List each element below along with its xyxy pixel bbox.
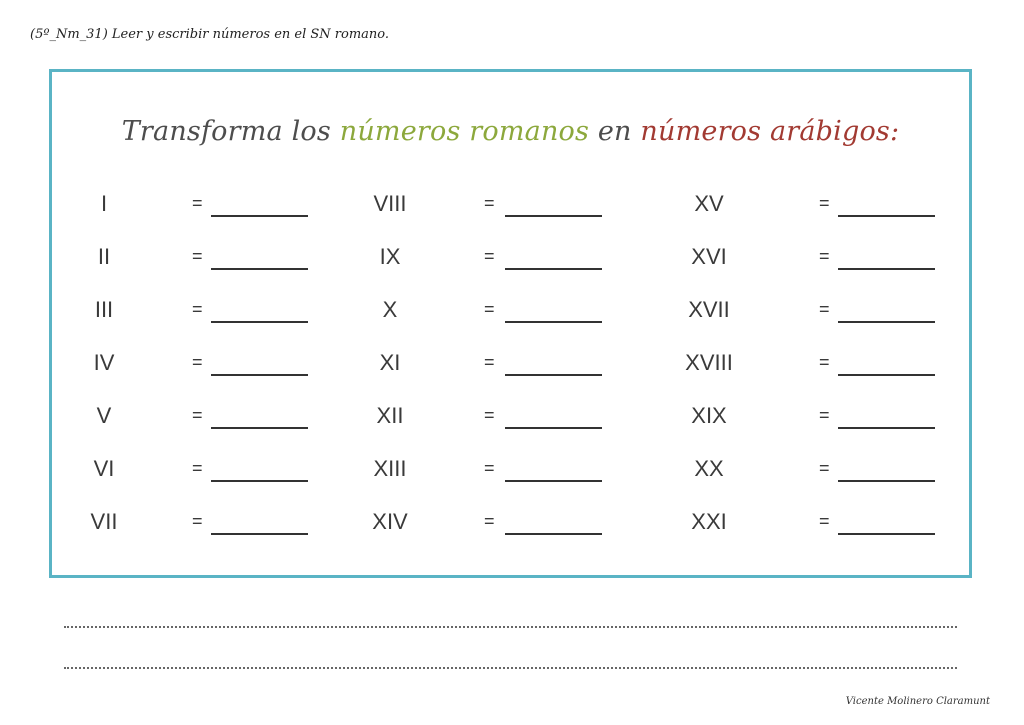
exercise-row — [350, 456, 650, 509]
exercise-box — [49, 69, 972, 578]
equals-sign: = — [819, 352, 830, 372]
roman-numeral: IV — [93, 350, 115, 375]
answer-blank[interactable] — [211, 374, 308, 376]
answer-blank[interactable] — [505, 533, 602, 535]
exercise-row — [350, 403, 650, 456]
answer-blank[interactable] — [838, 374, 935, 376]
equals-sign: = — [192, 299, 203, 319]
roman-numeral: XV — [694, 191, 724, 216]
roman-numeral: IX — [379, 244, 401, 269]
answer-blank[interactable] — [211, 427, 308, 429]
answer-blank[interactable] — [838, 533, 935, 535]
exercise-row — [350, 297, 650, 350]
roman-numeral: VI — [93, 456, 115, 481]
equals-sign: = — [484, 299, 495, 319]
equals-sign: = — [192, 511, 203, 531]
roman-numeral: III — [94, 297, 114, 322]
roman-numeral: X — [382, 297, 398, 322]
title-part-arabigos: números arábigos: — [640, 116, 900, 147]
title-part-1: Transforma los — [121, 116, 340, 147]
answer-blank[interactable] — [505, 215, 602, 217]
exercise-row — [64, 350, 364, 403]
roman-numeral: XIII — [373, 456, 407, 481]
equals-sign: = — [484, 352, 495, 372]
column-1 — [64, 191, 364, 562]
answer-dotted-line[interactable] — [64, 626, 957, 628]
answer-blank[interactable] — [211, 480, 308, 482]
exercise-row — [669, 297, 969, 350]
roman-numeral: XX — [694, 456, 724, 481]
exercise-row — [64, 403, 364, 456]
answer-dotted-line[interactable] — [64, 667, 957, 669]
exercise-row — [669, 191, 969, 244]
equals-sign: = — [819, 458, 830, 478]
answer-blank[interactable] — [505, 321, 602, 323]
equals-sign: = — [484, 193, 495, 213]
roman-numeral: XIV — [372, 509, 408, 534]
roman-numeral: XIX — [691, 403, 727, 428]
answer-blank[interactable] — [211, 321, 308, 323]
equals-sign: = — [819, 246, 830, 266]
exercise-row — [669, 456, 969, 509]
exercise-row — [350, 244, 650, 297]
roman-numeral: XXI — [691, 509, 727, 534]
title-part-romanos: números romanos — [339, 116, 590, 147]
exercise-row — [350, 191, 650, 244]
exercise-row — [669, 244, 969, 297]
roman-numeral: XVII — [688, 297, 730, 322]
answer-blank[interactable] — [211, 533, 308, 535]
equals-sign: = — [192, 458, 203, 478]
equals-sign: = — [819, 193, 830, 213]
exercise-row — [64, 191, 364, 244]
answer-blank[interactable] — [838, 268, 935, 270]
roman-numeral: II — [97, 244, 111, 269]
equals-sign: = — [819, 511, 830, 531]
equals-sign: = — [484, 246, 495, 266]
equals-sign: = — [192, 246, 203, 266]
equals-sign: = — [819, 299, 830, 319]
roman-numeral: VII — [90, 509, 118, 534]
roman-numeral: XVI — [691, 244, 727, 269]
answer-blank[interactable] — [211, 215, 308, 217]
answer-blank[interactable] — [838, 215, 935, 217]
exercise-row — [669, 509, 969, 562]
exercise-row — [64, 456, 364, 509]
exercise-title — [52, 116, 969, 147]
equals-sign: = — [819, 405, 830, 425]
exercise-row — [669, 403, 969, 456]
answer-blank[interactable] — [838, 427, 935, 429]
exercise-row — [350, 509, 650, 562]
roman-numeral: XI — [379, 350, 401, 375]
answer-blank[interactable] — [838, 480, 935, 482]
equals-sign: = — [192, 193, 203, 213]
equals-sign: = — [192, 352, 203, 372]
exercise-row — [669, 350, 969, 403]
answer-blank[interactable] — [211, 268, 308, 270]
worksheet-header: (5º_Nm_31) Leer y escribir números en el SN romano. — [30, 27, 390, 42]
answer-blank[interactable] — [505, 374, 602, 376]
title-part-3: en — [589, 116, 641, 147]
roman-numeral: VIII — [373, 191, 407, 216]
column-3 — [669, 191, 969, 562]
roman-numeral: V — [96, 403, 112, 428]
answer-blank[interactable] — [505, 268, 602, 270]
answer-blank[interactable] — [838, 321, 935, 323]
answer-blank[interactable] — [505, 427, 602, 429]
equals-sign: = — [484, 458, 495, 478]
equals-sign: = — [484, 511, 495, 531]
exercise-row — [350, 350, 650, 403]
column-2 — [350, 191, 650, 562]
roman-numeral: XVIII — [685, 350, 733, 375]
exercise-row — [64, 509, 364, 562]
answer-blank[interactable] — [505, 480, 602, 482]
exercise-row — [64, 297, 364, 350]
author-credit: Vicente Molinero Claramunt — [845, 696, 990, 707]
roman-numeral: I — [100, 191, 108, 216]
roman-numeral: XII — [376, 403, 404, 428]
equals-sign: = — [192, 405, 203, 425]
exercise-row — [64, 244, 364, 297]
equals-sign: = — [484, 405, 495, 425]
